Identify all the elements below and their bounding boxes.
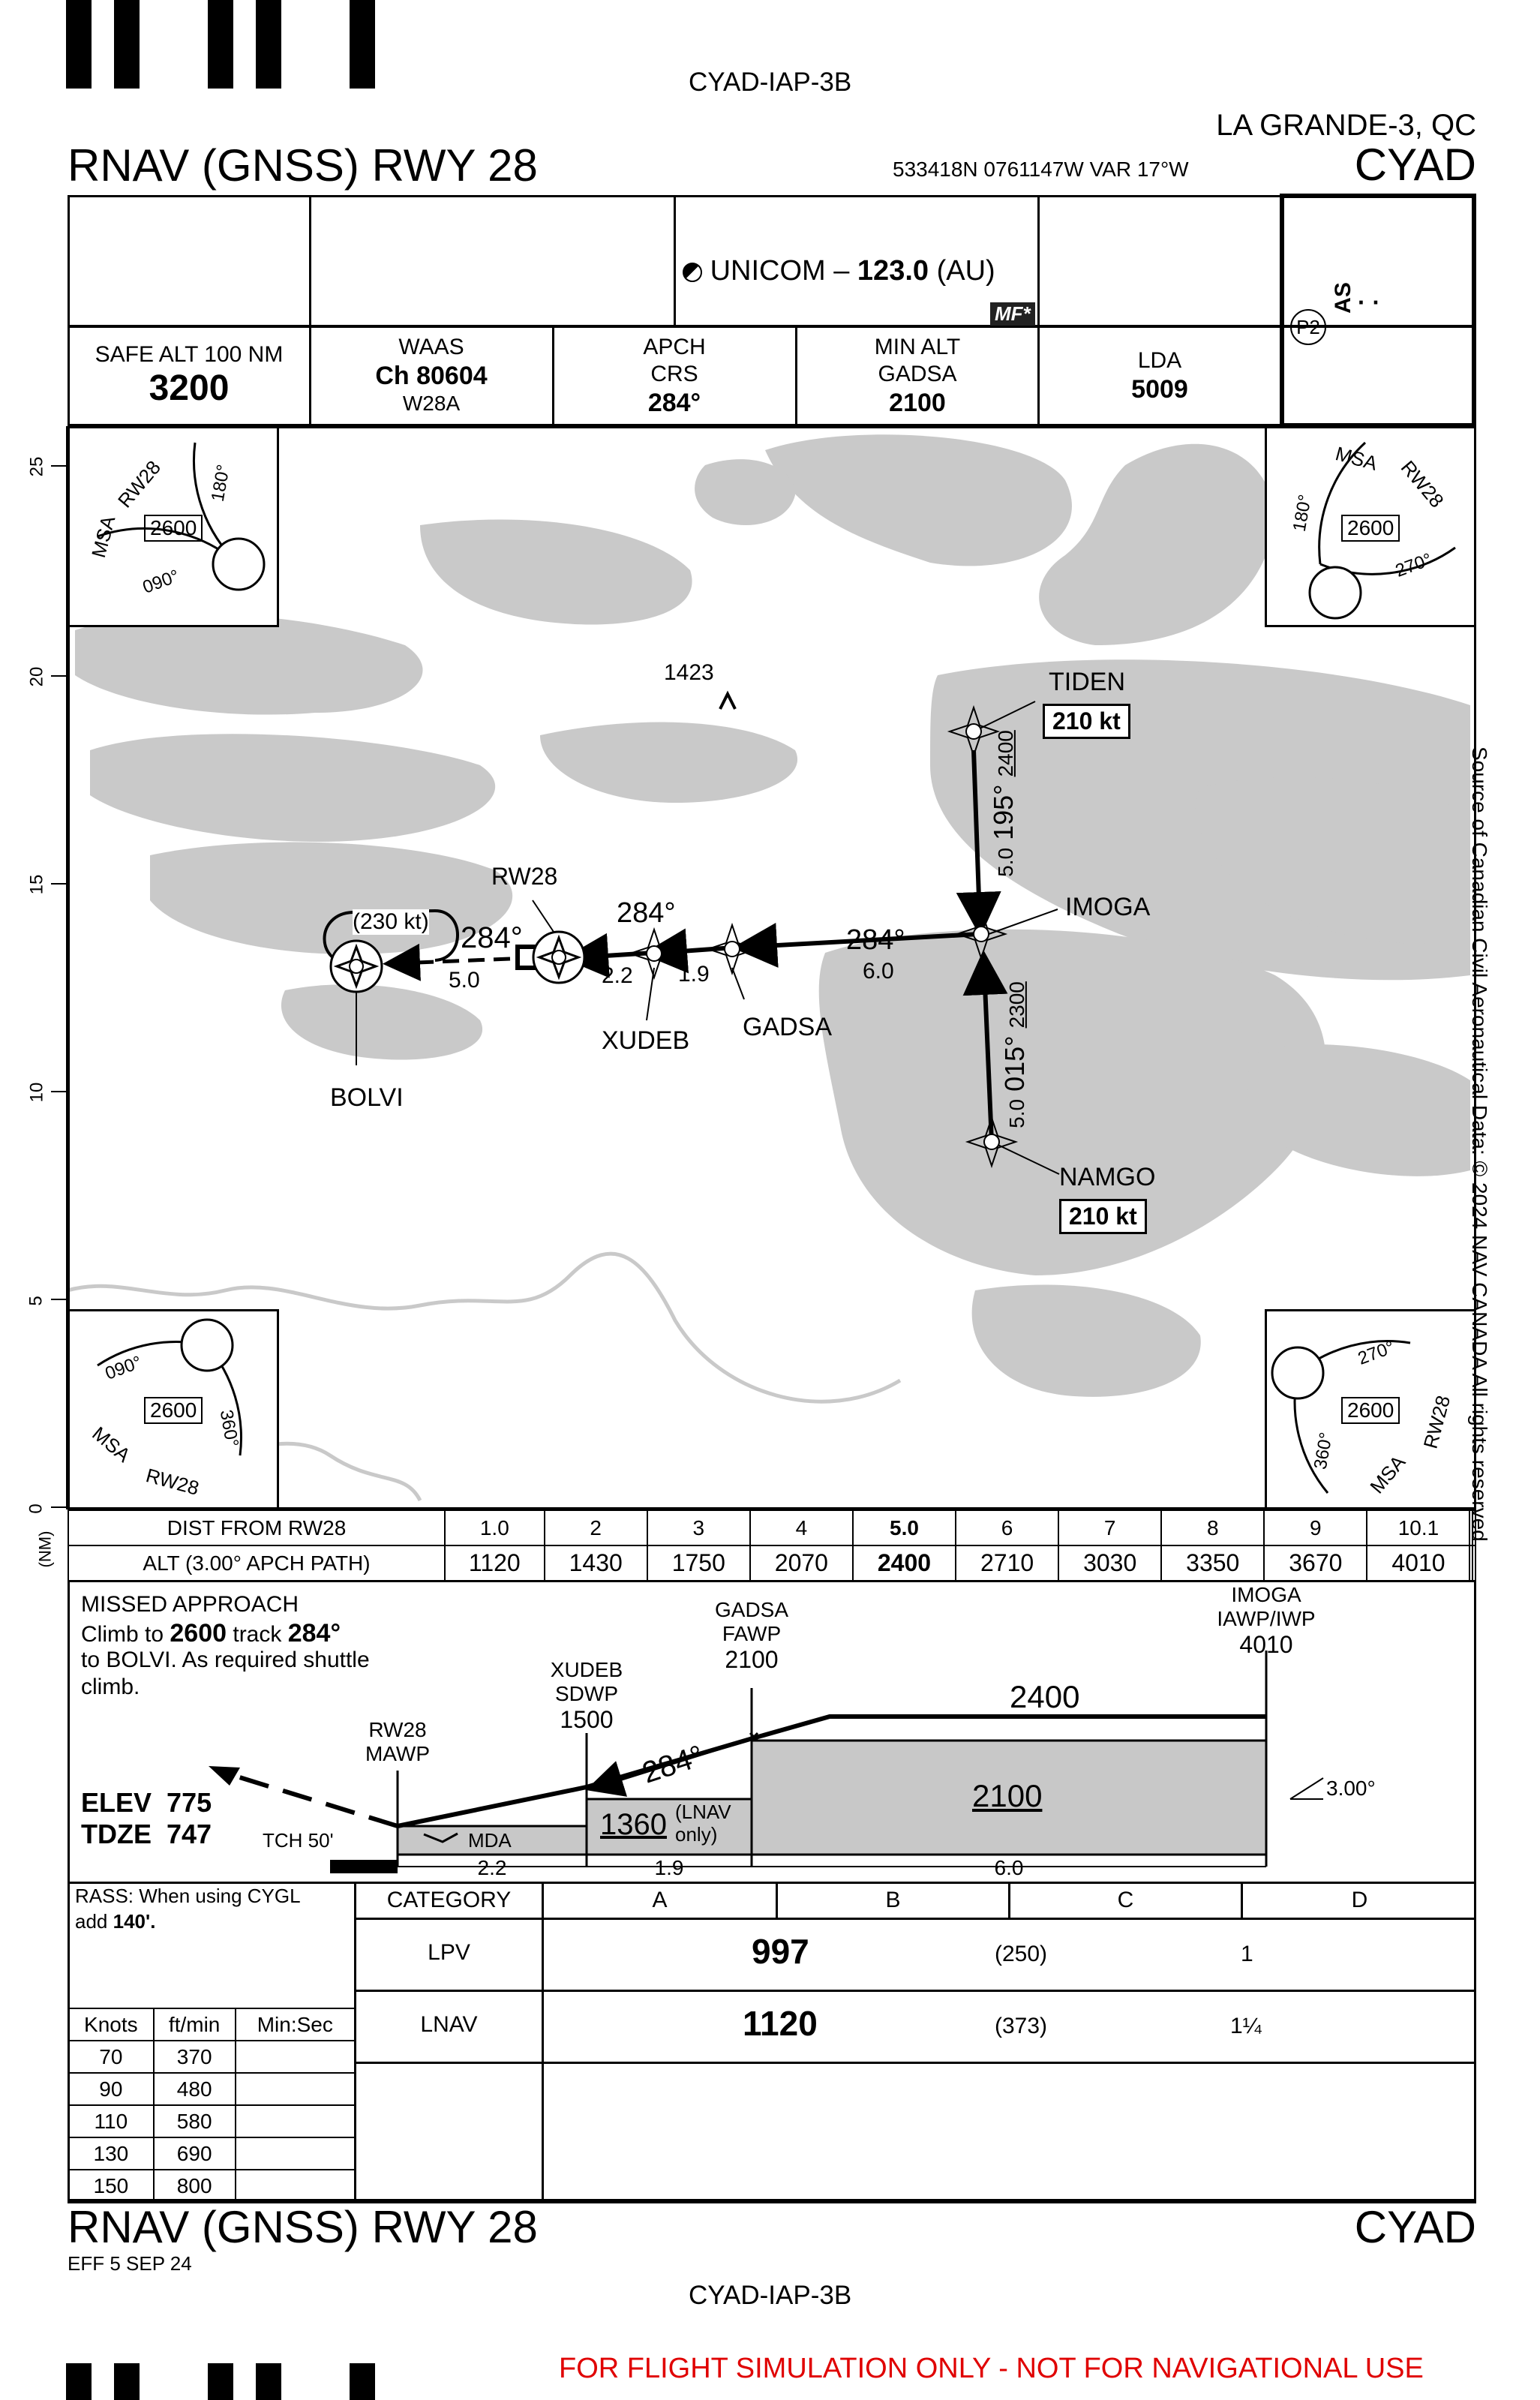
scale-label-25: 25 <box>26 456 47 477</box>
msa-360-bl: 360° <box>215 1408 242 1449</box>
scale-label-20: 20 <box>26 666 47 687</box>
lpv-hat: (250) <box>995 1942 1048 1966</box>
hold-course: 284° <box>461 921 523 954</box>
msa-rw-br: RW28 <box>1418 1392 1455 1451</box>
label-gadsa: GADSA <box>743 1013 833 1041</box>
location: LA GRANDE-3, QC <box>1216 109 1476 142</box>
msa-alt-tl: 2600 <box>144 515 203 542</box>
label-rw28: RW28 <box>491 863 558 890</box>
hold-dist: 5.0 <box>449 968 480 993</box>
waas-channel: Ch 80604 <box>375 362 488 390</box>
chart-id-top: CYAD-IAP-3B <box>689 68 852 97</box>
missed-line2: to BOLVI. As required shuttle <box>81 1648 370 1672</box>
profile-rw28: RW28 MAWP <box>365 1718 431 1765</box>
cat-a: A <box>652 1888 668 1912</box>
effective-date: EFF 5 SEP 24 <box>68 2252 192 2275</box>
profile-xudeb: XUDEB SDWP 1500 <box>550 1658 623 1733</box>
missed-line3: climb. <box>81 1675 140 1699</box>
leg-imoga-course: 284° <box>846 924 905 956</box>
profile-elev: ELEV 775 <box>81 1787 212 1818</box>
profile-angle: 3.00° <box>1326 1777 1376 1800</box>
rate-of-descent-table: Knots ft/min Min:Sec 70 370 90 480 110 580 130 690 150 800 <box>68 2008 356 2203</box>
coordinates: 533418N 0761147W VAR 17°W <box>893 158 1189 181</box>
airport-id-footer: CYAD <box>1354 2202 1476 2252</box>
missed-line1: Climb to 2600 track 284° <box>81 1619 341 1648</box>
leg-imoga-dist: 6.0 <box>863 959 894 984</box>
register-bar <box>208 2363 233 2400</box>
profile-alt-1360: 1360 <box>600 1808 667 1841</box>
msa-label-tl: MSA <box>86 513 120 560</box>
category-label: CATEGORY <box>386 1888 512 1912</box>
profile-lnav-only: (LNAV only) <box>675 1801 731 1846</box>
lnav-vis: 1¼ <box>1230 2014 1262 2038</box>
profile-gadsa: GADSA FAWP 2100 <box>714 1598 789 1673</box>
profile-tdze: TDZE 747 <box>81 1819 212 1849</box>
speed-namgo: 210 kt <box>1059 1199 1147 1234</box>
airport-id: CYAD <box>1354 140 1476 190</box>
cat-c: C <box>1117 1888 1134 1912</box>
scale-label-10: 10 <box>26 1082 47 1103</box>
as-dots: · · <box>1358 289 1381 316</box>
scale-label-15: 15 <box>26 874 47 895</box>
procedure-title-footer: RNAV (GNSS) RWY 28 <box>68 2202 538 2252</box>
msa-label-br: MSA <box>1365 1450 1410 1498</box>
msa-180-tr: 180° <box>1289 493 1316 533</box>
chart-id-bottom: CYAD-IAP-3B <box>689 2281 852 2310</box>
min-alt-label2: GADSA <box>878 362 957 386</box>
msa-180-tl: 180° <box>207 463 234 503</box>
lpv-label: LPV <box>428 1940 470 1965</box>
msa-rw-tr: RW28 <box>1396 456 1448 512</box>
profile-course: 284° <box>638 1739 708 1790</box>
scale-label-5: 5 <box>26 1296 47 1306</box>
cat-d: D <box>1351 1888 1368 1912</box>
profile-tch: TCH 50' <box>263 1829 334 1852</box>
safe-alt-label: SAFE ALT 100 NM <box>95 342 284 367</box>
waas-label: WAAS <box>398 335 464 359</box>
cat-b: B <box>885 1888 901 1912</box>
msa-rw-bl: RW28 <box>143 1464 202 1500</box>
register-bar <box>350 2363 375 2400</box>
profile-imoga: IMOGA IAWP/IWP 4010 <box>1217 1583 1316 1658</box>
register-bar <box>66 2363 92 2400</box>
label-bolvi: BOLVI <box>330 1083 404 1112</box>
missed-title: MISSED APPROACH <box>81 1592 299 1617</box>
msa-270-tr: 270° <box>1392 549 1435 581</box>
leg-gadsa-dist: 1.9 <box>678 962 710 987</box>
hold-speed: (230 kt) <box>353 909 429 934</box>
dist-row-label: DIST FROM RW28 <box>68 1510 445 1545</box>
lnav-mda: 1120 <box>743 2004 818 2043</box>
p2-symbol: P2 <box>1290 309 1326 345</box>
rass-line1: RASS: When using CYGL <box>75 1885 301 1907</box>
leg-namgo-course: 5.0 015° 2300 <box>998 981 1030 1128</box>
label-namgo: NAMGO <box>1059 1163 1156 1191</box>
msa-label-tr: MSA <box>1333 442 1380 475</box>
leg-tiden-course: 5.0 195° 2400 <box>987 730 1019 877</box>
msa-rw-tl: RW28 <box>113 456 166 512</box>
leg-gadsa-course: 284° <box>617 897 676 929</box>
mf-badge: MF* <box>990 302 1035 326</box>
msa-090-bl: 090° <box>102 1352 145 1384</box>
register-bar <box>256 2363 281 2400</box>
lda-label: LDA <box>1137 348 1182 373</box>
label-tiden: TIDEN <box>1049 668 1125 696</box>
lda-value: 5009 <box>1131 375 1188 404</box>
msa-360-br: 360° <box>1310 1431 1337 1471</box>
lpv-da: 997 <box>752 1932 809 1971</box>
spot-elevation: 1423 <box>664 660 714 685</box>
as-symbol: AS <box>1330 282 1355 314</box>
msa-090-tl: 090° <box>140 566 182 598</box>
copyright: Source of Canadian Civil Aeronautical Data: © 2024 NAV CANADA All rights reserved <box>1468 746 1491 1542</box>
msa-270-br: 270° <box>1355 1337 1397 1369</box>
disclaimer: FOR FLIGHT SIMULATION ONLY - NOT FOR NAVIGATIONAL USE <box>559 2353 1424 2384</box>
unicom-frequency: UNICOM – 123.0 (AU) <box>683 255 995 287</box>
scale-label-0: 0 <box>26 1503 47 1514</box>
distance-altitude-table: DIST FROM RW28 1.0 2 3 4 5.0 6 7 8 9 10.1 ALT (3.00° APCH PATH) 1120 1430 1750 2070 2400 2710 3030 3350 3670 4010 <box>68 1509 1476 1581</box>
profile-mda: MDA <box>468 1829 512 1852</box>
apch-crs-label2: CRS <box>650 362 698 386</box>
rass-line2: add 140'. <box>75 1910 156 1933</box>
min-alt-label1: MIN ALT <box>874 335 961 359</box>
lnav-hat: (373) <box>995 2014 1048 2038</box>
label-imoga: IMOGA <box>1065 893 1151 921</box>
waas-id: W28A <box>402 392 461 415</box>
profile-alt-2400: 2400 <box>1010 1679 1080 1714</box>
apch-crs-label1: APCH <box>643 335 706 359</box>
min-alt-value: 2100 <box>889 389 946 417</box>
lpv-vis: 1 <box>1241 1942 1253 1966</box>
msa-alt-br: 2600 <box>1341 1397 1400 1424</box>
speed-tiden: 210 kt <box>1043 704 1130 739</box>
profile-dist-3: 6.0 <box>994 1856 1024 1879</box>
procedure-title: RNAV (GNSS) RWY 28 <box>68 140 538 191</box>
profile-alt-2100: 2100 <box>972 1778 1043 1813</box>
msa-alt-bl: 2600 <box>144 1397 203 1424</box>
profile-dist-2: 1.9 <box>654 1856 684 1879</box>
alt-row-label: ALT (3.00° APCH PATH) <box>68 1545 445 1581</box>
msa-label-bl: MSA <box>88 1422 135 1467</box>
scale-unit: (NM) <box>35 1530 55 1568</box>
label-xudeb: XUDEB <box>602 1026 690 1055</box>
leg-xudeb-dist: 2.2 <box>602 963 633 988</box>
lnav-label: LNAV <box>420 2012 478 2037</box>
profile-dist-1: 2.2 <box>477 1856 507 1879</box>
msa-alt-tr: 2600 <box>1341 515 1400 542</box>
apch-crs-value: 284° <box>647 389 701 417</box>
safe-alt-value: 3200 <box>149 368 230 408</box>
register-bar <box>114 2363 140 2400</box>
